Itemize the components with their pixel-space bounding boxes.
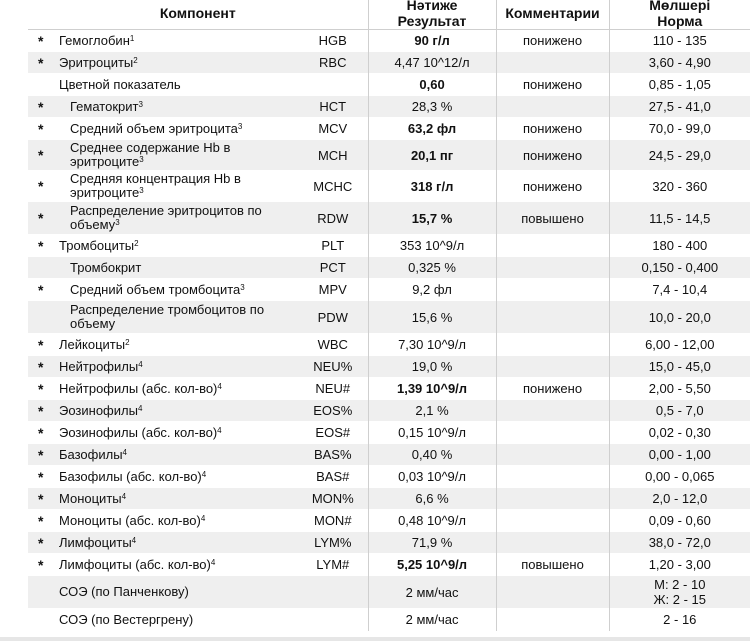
test-comment [496, 356, 609, 378]
test-comment [496, 279, 609, 301]
test-code: PDW [298, 301, 368, 334]
test-norm: 2,0 - 12,0 [609, 488, 750, 510]
test-name-text: Средний объем тромбоцита [70, 281, 241, 297]
test-result: 19,0 % [368, 356, 496, 378]
footnote-marker: 3 [139, 186, 144, 195]
test-code: RDW [298, 202, 368, 235]
test-code: BAS% [298, 444, 368, 466]
footnote-marker: 4 [201, 469, 207, 479]
test-name-text: Распределение эритроцитов по объему [70, 203, 262, 232]
abnormal-marker: * [28, 532, 50, 554]
test-name [50, 510, 298, 532]
test-code: NEU% [298, 356, 368, 378]
footnote-marker: 2 [125, 337, 130, 347]
test-comment: повышено [496, 554, 609, 576]
test-norm: 180 - 400 [609, 235, 750, 257]
test-norm: 38,0 - 72,0 [609, 532, 750, 554]
test-comment [496, 510, 609, 532]
test-name [50, 554, 298, 576]
table-row [28, 202, 750, 235]
abnormal-marker [28, 74, 50, 96]
test-code: EOS# [315, 425, 351, 440]
test-result: 0,15 10^9/л [368, 422, 496, 444]
test-norm: 15,0 - 45,0 [609, 356, 750, 378]
test-name [50, 235, 298, 257]
test-result: 2 мм/час [368, 609, 496, 631]
test-name-text: Тромбоциты [59, 237, 135, 253]
abnormal-marker [28, 576, 50, 609]
test-result: 0,60 [368, 74, 496, 96]
test-norm: 70,0 - 99,0 [609, 118, 750, 140]
abnormal-marker: * [28, 356, 50, 378]
table-row [28, 576, 750, 609]
test-name [50, 609, 298, 631]
test-norm: М: 2 - 10 Ж: 2 - 15 [609, 576, 750, 609]
table-row [28, 488, 750, 510]
test-norm: 3,60 - 4,90 [609, 52, 750, 74]
test-result: 0,03 10^9/л [368, 466, 496, 488]
test-name-text: Эритроциты [59, 54, 134, 70]
abnormal-marker: * [38, 424, 44, 441]
test-comment [496, 257, 609, 279]
test-name [50, 52, 298, 74]
page-bottom-edge [0, 637, 750, 641]
test-name-text: Эозинофилы (абс. кол-во) [59, 424, 218, 440]
test-name [50, 356, 298, 378]
test-name [50, 532, 298, 554]
test-code: RBC [298, 52, 368, 74]
test-name-text: Лейкоциты [59, 336, 126, 352]
footnote-marker: 3 [115, 218, 120, 227]
test-norm: 2 - 16 [609, 609, 750, 631]
table-row [28, 554, 750, 576]
test-result: 5,25 10^9/л [368, 554, 496, 576]
test-code: MON% [298, 488, 368, 510]
abnormal-marker: * [38, 380, 44, 397]
test-result: 1,39 10^9/л [368, 378, 496, 400]
test-name-text: Цветной показатель [59, 76, 181, 92]
footnote-marker: 4 [122, 447, 127, 457]
test-name-text: Лимфоциты [59, 534, 132, 550]
table-row [28, 378, 750, 400]
test-result: 6,6 % [368, 488, 496, 510]
test-name [50, 118, 298, 140]
table-row [28, 235, 750, 257]
test-result: 9,2 фл [368, 279, 496, 301]
test-norm: 0,00 - 0,065 [609, 466, 750, 488]
footnote-marker: 3 [138, 99, 143, 109]
test-norm: 0,150 - 0,400 [609, 257, 750, 279]
test-result: 0,48 10^9/л [368, 510, 496, 532]
test-name [50, 400, 298, 422]
test-name [50, 74, 298, 96]
test-name [50, 279, 298, 301]
test-name [50, 171, 298, 202]
test-comment [496, 422, 609, 444]
test-name [50, 301, 298, 334]
test-code: LYM% [298, 532, 368, 554]
test-comment: повышено [496, 202, 609, 235]
test-code: PCT [298, 257, 368, 279]
test-name-text: СОЭ (по Панченкову) [59, 584, 189, 599]
test-code: MCV [318, 121, 348, 136]
test-code: EOS% [298, 400, 368, 422]
test-code: NEU# [315, 381, 351, 396]
test-name [50, 202, 298, 235]
table-row [28, 96, 750, 118]
test-result: 2,1 % [368, 400, 496, 422]
test-name-text: Тромбокрит [70, 259, 142, 275]
test-name [50, 422, 298, 444]
test-norm: 0,00 - 1,00 [609, 444, 750, 466]
test-code [298, 609, 368, 631]
footnote-marker: 4 [131, 535, 137, 545]
test-result: 90 г/л [368, 30, 496, 52]
test-result: 15,6 % [368, 301, 496, 334]
header-comments: Комментарии [496, 0, 609, 30]
abnormal-marker [28, 609, 50, 631]
header-component: Компонент [28, 0, 368, 30]
test-norm: 7,4 - 10,4 [609, 279, 750, 301]
test-norm: 10,0 - 20,0 [609, 301, 750, 334]
test-norm: 0,5 - 7,0 [609, 400, 750, 422]
test-comment [496, 444, 609, 466]
test-name-text: Средняя концентрация Hb в эритроците [70, 171, 241, 200]
test-name [50, 30, 298, 52]
test-name-text: Базофилы (абс. кол-во) [59, 468, 202, 484]
abnormal-marker: * [28, 140, 50, 171]
abnormal-marker: * [28, 96, 50, 118]
footnote-marker: 4 [138, 359, 143, 369]
footnote-marker: 3 [237, 121, 243, 131]
table-row [28, 422, 750, 444]
test-name [50, 466, 298, 488]
test-name [50, 96, 298, 118]
test-code: HGB [318, 33, 347, 48]
table-row [28, 609, 750, 631]
test-comment: понижено [496, 171, 609, 202]
test-result: 353 10^9/л [368, 235, 496, 257]
test-comment: понижено [496, 30, 609, 52]
table-row [28, 74, 750, 96]
test-result: 7,30 10^9/л [368, 334, 496, 356]
footnote-marker: 4 [217, 381, 222, 391]
footnote-marker: 3 [139, 155, 144, 164]
header-norm: Мөлшері Норма [609, 0, 750, 30]
abnormal-marker [28, 257, 50, 279]
test-comment [496, 466, 609, 488]
test-code: HCT [298, 96, 368, 118]
test-norm: 24,5 - 29,0 [609, 140, 750, 171]
test-name-text: Нейтрофилы [59, 358, 139, 374]
test-code: BAS# [316, 469, 350, 484]
test-norm: 1,20 - 3,00 [609, 554, 750, 576]
test-comment [496, 96, 609, 118]
table-row [28, 334, 750, 356]
abnormal-marker: * [28, 400, 50, 422]
table-row [28, 171, 750, 202]
test-comment [496, 301, 609, 334]
test-name [50, 488, 298, 510]
test-norm: 0,09 - 0,60 [609, 510, 750, 532]
abnormal-marker: * [38, 281, 44, 298]
test-comment [496, 400, 609, 422]
abnormal-marker: * [28, 202, 50, 235]
test-norm: 0,02 - 0,30 [609, 422, 750, 444]
header-result: Нәтиже Результат [368, 0, 496, 30]
test-comment: понижено [496, 378, 609, 400]
test-comment [496, 609, 609, 631]
test-comment [496, 488, 609, 510]
table-row [28, 444, 750, 466]
footnote-marker: 2 [133, 55, 138, 65]
table-row [28, 118, 750, 140]
test-code: MCH [298, 140, 368, 171]
abnormal-marker: * [38, 556, 44, 573]
footnote-marker: 4 [217, 425, 222, 435]
table-row [28, 466, 750, 488]
test-name-text: Нейтрофилы (абс. кол-во) [59, 380, 218, 396]
test-comment [496, 532, 609, 554]
test-code: LYM# [316, 557, 350, 572]
abnormal-marker: * [28, 488, 50, 510]
test-result: 0,40 % [368, 444, 496, 466]
abnormal-marker [28, 301, 50, 334]
test-norm: 0,85 - 1,05 [609, 74, 750, 96]
test-code: MCHC [313, 178, 353, 194]
test-norm: 27,5 - 41,0 [609, 96, 750, 118]
test-comment: понижено [496, 118, 609, 140]
footnote-marker: 2 [134, 238, 139, 248]
test-comment: понижено [496, 74, 609, 96]
test-name [50, 576, 298, 609]
test-norm: 6,00 - 12,00 [609, 334, 750, 356]
footnote-marker: 4 [137, 403, 143, 413]
abnormal-marker: * [38, 32, 44, 49]
test-name-text: Моноциты [59, 490, 122, 506]
test-name-text: Эозинофилы [59, 402, 138, 418]
test-code: PLT [321, 238, 345, 253]
abnormal-marker: * [38, 336, 44, 353]
test-result: 0,325 % [368, 257, 496, 279]
test-comment: понижено [496, 140, 609, 171]
test-comment [496, 334, 609, 356]
test-name-text: Гемоглобин [59, 32, 130, 48]
test-name-text: Гематокрит [70, 98, 139, 114]
table-row [28, 356, 750, 378]
table-row [28, 52, 750, 74]
test-norm: 320 - 360 [609, 171, 750, 202]
test-result: 2 мм/час [368, 576, 496, 609]
test-name [50, 334, 298, 356]
table-row [28, 30, 750, 52]
results-table [28, 0, 750, 631]
test-comment [496, 576, 609, 609]
test-code: WBC [317, 337, 348, 352]
footnote-marker: 4 [121, 491, 127, 501]
test-name-text: Средний объем эритроцита [70, 120, 238, 136]
table-row [28, 140, 750, 171]
test-code [298, 576, 368, 609]
test-norm: 11,5 - 14,5 [609, 202, 750, 235]
test-name-text: Среднее содержание Hb в эритроците [70, 140, 231, 169]
test-result: 20,1 пг [368, 140, 496, 171]
test-result: 15,7 % [368, 202, 496, 235]
footnote-marker: 4 [210, 557, 216, 567]
table-row [28, 510, 750, 532]
test-result: 318 г/л [368, 171, 496, 202]
abnormal-marker: * [38, 468, 44, 485]
test-name-text: Лимфоциты (абс. кол-во) [59, 556, 211, 572]
test-name [50, 257, 298, 279]
header-row [28, 0, 750, 30]
table-row [28, 257, 750, 279]
test-name-text: Моноциты (абс. кол-во) [59, 512, 201, 528]
test-name [50, 444, 298, 466]
test-name-text: Базофилы [59, 446, 123, 462]
test-code: MPV [318, 282, 347, 297]
footnote-marker: 1 [129, 33, 135, 43]
abnormal-marker: * [38, 178, 44, 194]
test-norm: 2,00 - 5,50 [609, 378, 750, 400]
test-comment [496, 52, 609, 74]
test-result: 71,9 % [368, 532, 496, 554]
test-name [50, 378, 298, 400]
test-code [298, 74, 368, 96]
footnote-marker: 4 [200, 513, 206, 523]
abnormal-marker: * [28, 52, 50, 74]
table-row [28, 279, 750, 301]
test-code: MON# [313, 513, 352, 528]
test-comment [496, 235, 609, 257]
test-name [50, 140, 298, 171]
abnormal-marker: * [28, 444, 50, 466]
table-row [28, 301, 750, 334]
test-norm: 110 - 135 [609, 30, 750, 52]
test-result: 28,3 % [368, 96, 496, 118]
test-name-text: СОЭ (по Вестергрену) [59, 611, 194, 627]
test-result: 63,2 фл [368, 118, 496, 140]
footnote-marker: 3 [240, 282, 245, 292]
table-row [28, 532, 750, 554]
abnormal-marker: * [38, 237, 44, 254]
test-result: 4,47 10^12/л [368, 52, 496, 74]
abnormal-marker: * [38, 120, 44, 137]
table-row [28, 400, 750, 422]
abnormal-marker: * [38, 512, 44, 529]
test-name-text: Распределение тромбоцитов по объему [70, 302, 265, 331]
